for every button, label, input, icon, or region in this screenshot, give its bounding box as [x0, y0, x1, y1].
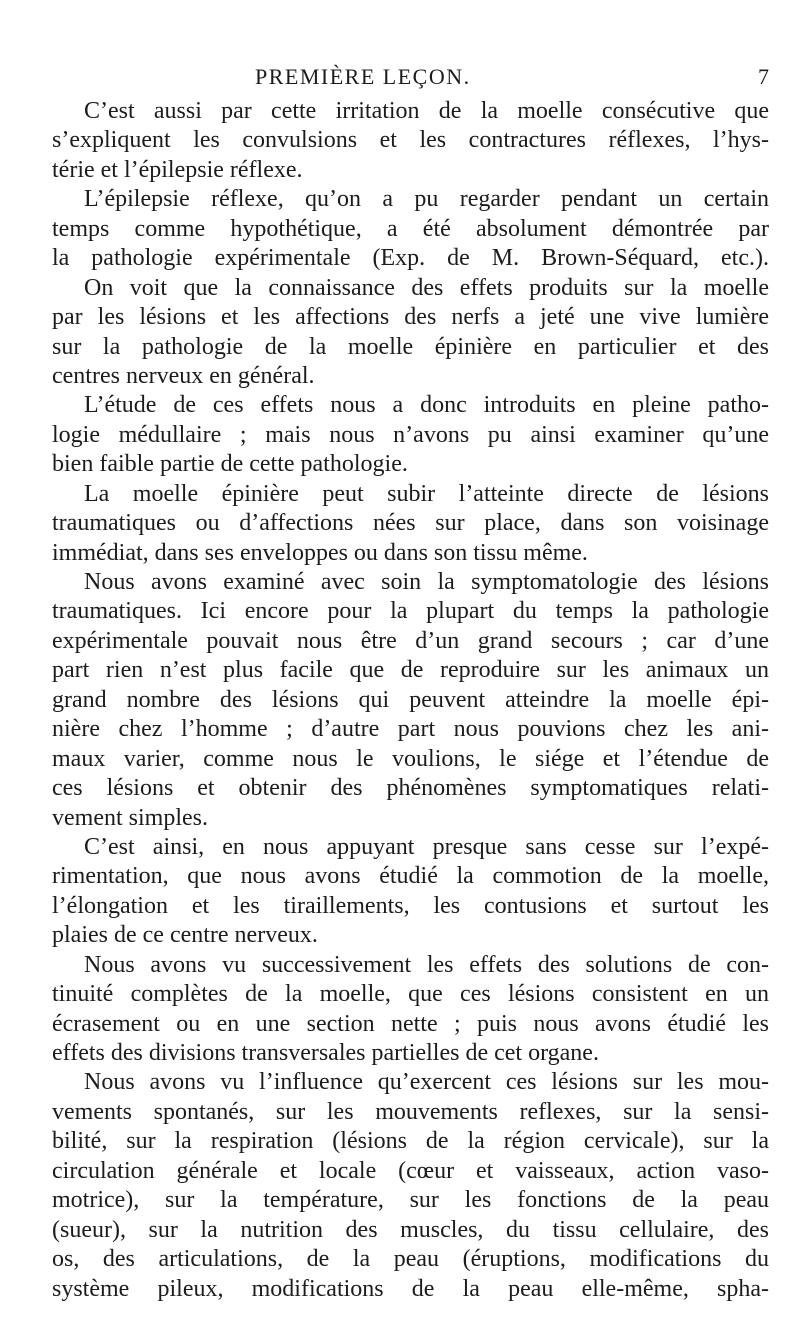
chapter-title: PREMIÈRE LEÇON. [255, 64, 471, 89]
text-line: grand nombre des lésions qui peuvent atteindre la moelle épi- [52, 686, 769, 713]
text-line: nière chez l’homme ; d’autre part nous pouvions chez les ani- [52, 716, 769, 743]
text-line: Nous avons vu l’influence qu’exercent ces lésions sur les mou- [84, 1069, 769, 1096]
text-line: bilité, sur la respiration (lésions de la région cervicale), sur la [52, 1128, 769, 1155]
text-line: maux varier, comme nous le voulions, le siége et l’étendue de [52, 745, 769, 772]
text-line: traumatiques ou d’affections nées sur place, dans son voisinage [52, 510, 769, 537]
text-line: plaies de ce centre nerveux. [52, 922, 318, 949]
text-line: temps comme hypothétique, a été absolument démontrée par [52, 215, 769, 242]
text-line: expérimentale pouvait nous être d’un grand secours ; car d’une [52, 627, 769, 654]
text-line: L’épilepsie réflexe, qu’on a pu regarder pendant un certain [84, 186, 769, 213]
text-line: sur la pathologie de la moelle épinière en particulier et des [52, 333, 769, 360]
text-line: immédiat, dans ses enveloppes ou dans son tissu même. [52, 539, 588, 566]
text-line: système pileux, modifications de la peau elle-même, spha- [52, 1275, 769, 1302]
text-line: motrice), sur la température, sur les fonctions de la peau [52, 1187, 769, 1214]
text-line: tinuité complètes de la moelle, que ces lésions consistent en un [52, 981, 769, 1008]
text-line: effets des divisions transversales partielles de cet organe. [52, 1040, 599, 1066]
text-line: La moelle épinière peut subir l’atteinte directe de lésions [84, 480, 769, 507]
text-line: vement simples. [52, 804, 208, 831]
text-line: ces lésions et obtenir des phénomènes symptomatiques relati- [52, 775, 769, 802]
text-line: l’élongation et les tiraillements, les contusions et surtout les [52, 892, 769, 919]
text-line: rimentation, que nous avons étudié la commotion de la moelle, [52, 863, 769, 890]
text-line: s’expliquent les convulsions et les contractures réflexes, l’hys- [52, 127, 769, 154]
text-line: Nous avons examiné avec soin la symptomatologie des lésions [84, 569, 769, 595]
running-head [255, 60, 769, 94]
text-line: circulation générale et locale (cœur et vaisseaux, action vaso- [52, 1157, 769, 1184]
body-text [52, 97, 769, 1304]
text-line: traumatiques. Ici encore pour la plupart du temps la pathologie [52, 598, 769, 625]
text-line: la pathologie expérimentale (Exp. de M. Brown-Séquard, etc.). [52, 245, 769, 272]
text-line: C’est ainsi, en nous appuyant presque sans cesse sur l’expé- [84, 833, 769, 860]
text-line: vements spontanés, sur les mouvements reflexes, sur la sensi- [52, 1098, 769, 1125]
text-line: C’est aussi par cette irritation de la moelle consécutive que [84, 98, 769, 124]
text-line: On voit que la connaissance des effets produits sur la moelle [84, 274, 769, 301]
page-number: 7 [758, 64, 769, 89]
text-line: centres nerveux en général. [52, 362, 315, 389]
text-line: bien faible partie de cette pathologie. [52, 451, 408, 478]
text-line: part rien n’est plus facile que de reproduire sur les animaux un [52, 657, 769, 684]
text-line: écrasement ou en une section nette ; puis nous avons étudié les [52, 1010, 769, 1037]
text-line: par les lésions et les affections des nerfs a jeté une vive lumière [52, 304, 769, 331]
text-line: térie et l’épilepsie réflexe. [52, 156, 303, 183]
text-line: (sueur), sur la nutrition des muscles, du tissu cellulaire, des [52, 1216, 769, 1243]
text-line: L’étude de ces effets nous a donc introduits en pleine patho- [84, 392, 769, 419]
text-line: logie médullaire ; mais nous n’avons pu ainsi examiner qu’une [52, 421, 769, 448]
text-line: Nous avons vu successivement les effets des solutions de con- [84, 951, 769, 978]
text-line: os, des articulations, de la peau (éruptions, modifications du [52, 1246, 769, 1273]
